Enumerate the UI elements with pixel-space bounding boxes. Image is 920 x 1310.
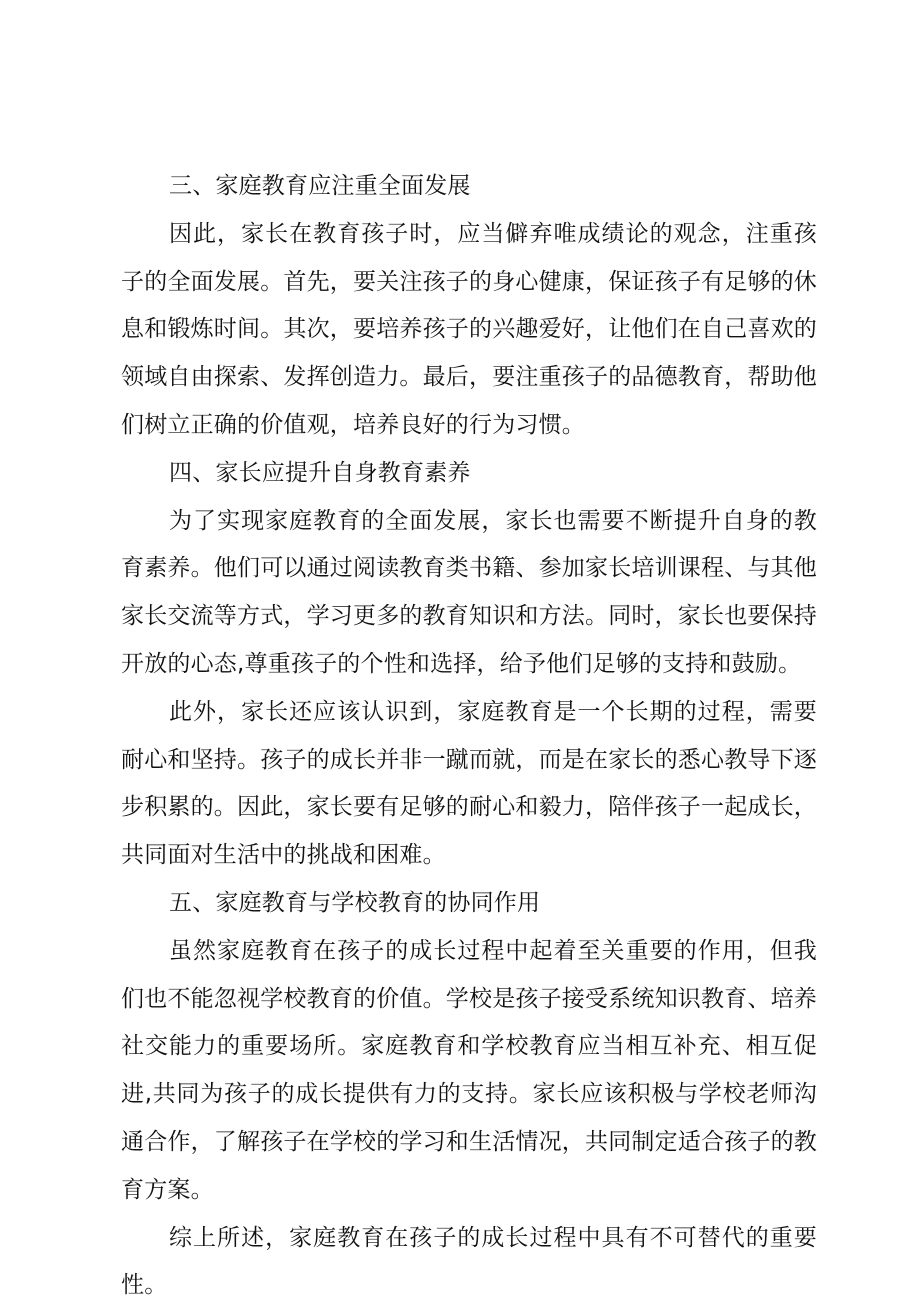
section-heading-3: 三、家庭教育应注重全面发展: [169, 173, 471, 199]
paragraph-4-1: 为了实现家庭教育的全面发展，家长也需要不断提升自身的教育素养。他们可以通过阅读教育类书籍、参加家长培训课程、与其他家长交流等方式，学习更多的教育知识和方法。同时，家长也要保持开放的心态,尊重孩子的个性和选择，给予他们足够的支持和鼓励。: [121, 507, 817, 677]
document-page: [121, 163, 817, 1310]
section-heading-5: 五、家庭教育与学校教育的协同作用: [169, 889, 541, 916]
paragraph-5-2: 综上所述，家庭教育在孩子的成长过程中具有不可替代的重要性。: [121, 1224, 817, 1299]
paragraph-3-1: 因此，家长在教育孩子时，应当僻弃唯成绩论的观念，注重孩子的全面发展。首先，要关注孩子的身心健康，保证孩子有足够的休息和锻炼时间。其次，要培养孩子的兴趣爱好，让他们在自己喜欢的领域自由探索、发挥创造力。最后，要注重孩子的品德教育，帮助他们树立正确的价值观，培养良好的行为习惯。: [121, 220, 817, 438]
paragraph-5-1: 虽然家庭教育在孩子的成长过程中起着至关重要的作用，但我们也不能忽视学校教育的价值。学校是孩子接受系统知识教育、培养社交能力的重要场所。家庭教育和学校教育应当相互补充、相互促进,共同为孩子的成长提供有力的支持。家长应该积极与学校老师沟通合作，了解孩子在学校的学习和生活情况，共同制定适合孩子的教育方案。: [121, 937, 817, 1203]
paragraph-4-2: 此外，家长还应该认识到，家庭教育是一个长期的过程，需要耐心和坚持。孩子的成长并非一蹴而就，而是在家长的悉心教导下逐步积累的。因此，家长要有足够的耐心和毅力，陪伴孩子一起成长，共同面对生活中的挑战和困难。: [121, 698, 817, 869]
section-heading-4: 四、家长应提升自身教育素养: [169, 459, 471, 486]
